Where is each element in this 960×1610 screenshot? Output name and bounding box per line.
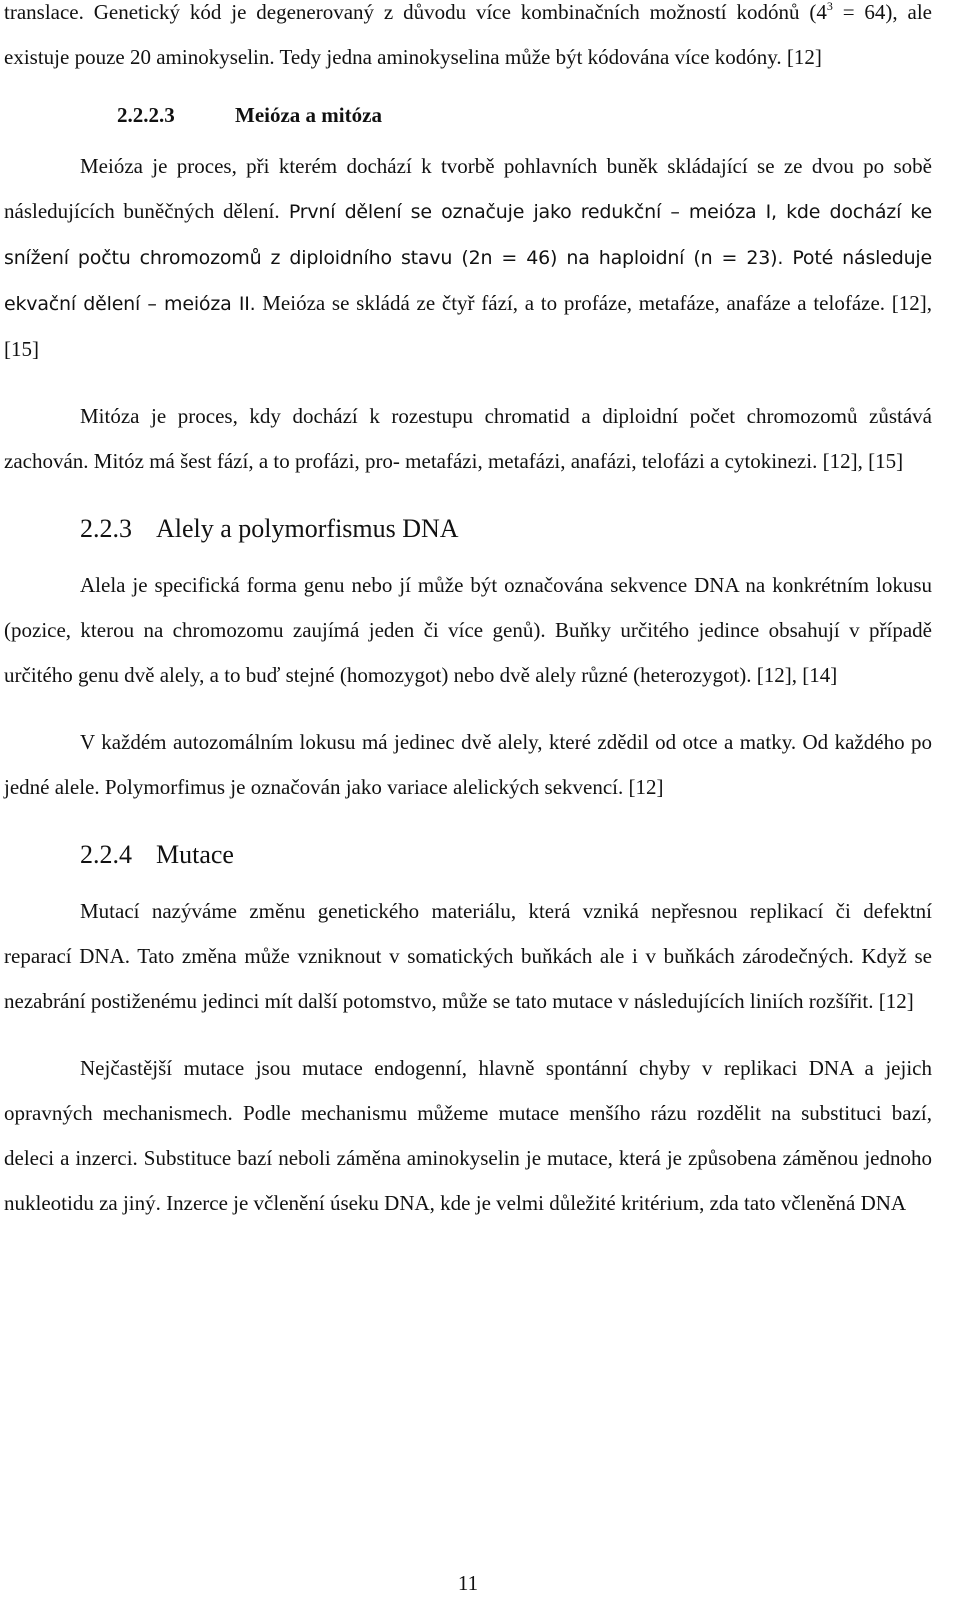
paragraph-meiosis xyxy=(4,144,932,372)
document-page xyxy=(4,0,932,1226)
section-title: Mutace xyxy=(156,840,234,869)
section-number: 2.2.4 xyxy=(80,840,132,869)
page-number: 11 xyxy=(457,1571,479,1595)
section-title: Meióza a mitóza xyxy=(235,103,382,127)
exponent: 3 xyxy=(826,0,833,13)
paragraph-text-continued: = 64), ale existuje pouze 20 aminokyselin. Tedy jedna aminokyselina může být kódována více kodóny. [12] xyxy=(4,0,932,69)
paragraph-mitosis: Mitóza je proces, kdy dochází k rozestupu chromatid a diploidní počet chromozomů zůstává zachován. Mitóz má šest fází, a to profázi, pro- metafázi, metafázi, anafázi, telofázi a cytokinezi. [12], [15] xyxy=(4,404,932,473)
paragraph-text: translace. Genetický kód je degenerovaný z důvodu více kombinačních možností kodónů (4 xyxy=(4,0,827,24)
paragraph-translation xyxy=(4,0,932,80)
section-heading-mutations xyxy=(80,832,932,877)
section-number: 2.2.3 xyxy=(80,514,132,543)
section-title: Alely a polymorfismus DNA xyxy=(156,514,459,543)
paragraph-text: Meióza je proces, při kterém dochází k tvorbě pohlavních buněk skládající se ze dvou po sobě následujících buněčných dělení. xyxy=(4,154,932,223)
section-number: 2.2.2.3 xyxy=(117,103,175,127)
paragraph-mutation-types: Nejčastější mutace jsou mutace endogenní, hlavně spontánní chyby v replikaci DNA a jejich opravných mechanismech. Podle mechanismu můžeme mutace menšího rázu rozdělit na substituci bazí, deleci a inzerci. Substituce bazí neboli záměna aminokyselin je mutace, která je způsobena záměnou jednoho nukleotidu za jiný. Inzerce je včlenění úseku DNA, kde je velmi důležité kritérium, zda tato včleněná DNA xyxy=(4,1056,932,1215)
paragraph-text-end: Meióza se skládá ze čtyř fází, a to profáze, metafáze, anafáze a telofáze. [12], [15] xyxy=(4,291,933,361)
section-heading-meiosis xyxy=(117,93,932,138)
section-heading-alleles xyxy=(80,506,932,551)
paragraph-polymorphism: V každém autozomálním lokusu má jedinec dvě alely, které zdědil od otce a matky. Od každého po jedné alele. Polymorfimus je označován jako variace alelických sekvencí. [12] xyxy=(4,730,932,799)
paragraph-allele: Alela je specifická forma genu nebo jí může být označována sekvence DNA na konkrétním lokusu (pozice, kterou na chromozomu zaujímá jeden či více genů). Buňky určitého jedince obsahují v případě určitého genu dvě alely, a to buď stejné (homozygot) nebo dvě alely různé (heterozygot). [12], [14] xyxy=(4,573,932,687)
paragraph-mutation: Mutací nazýváme změnu genetického materiálu, která vzniká nepřesnou replikací či defektní reparací DNA. Tato změna může vzniknout v somatických buňkách ale i v buňkách zárodečných. Když se nezabrání postiženému jedinci mít další potomstvo, může se tato mutace v následujících liniích rozšířit. [12] xyxy=(4,899,932,1013)
paragraph-text-sans: První dělení se označuje jako redukční – meióza I, kde dochází ke snížení počtu chromozomů z diploidního stavu (2n = 46) na haploidní (n = 23). Poté následuje ekvační dělení – meióza II. xyxy=(4,201,932,315)
